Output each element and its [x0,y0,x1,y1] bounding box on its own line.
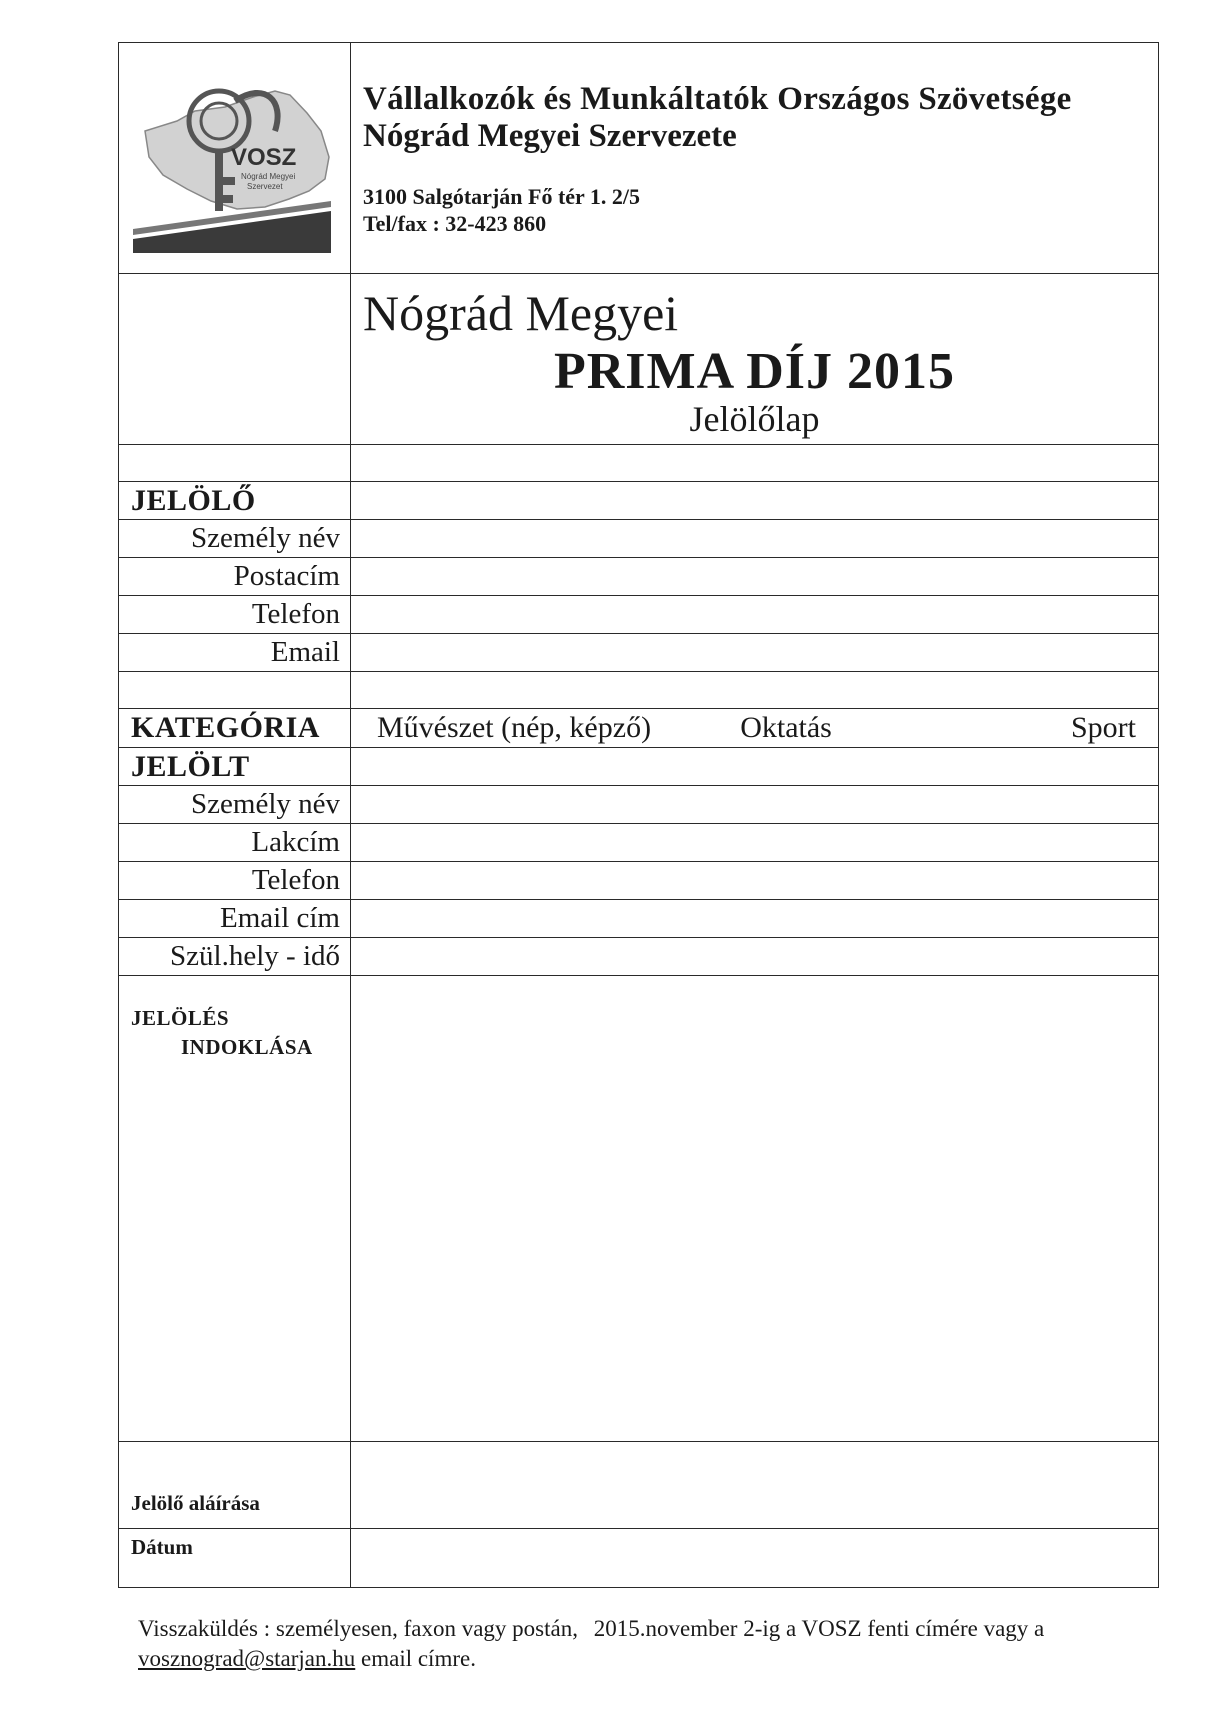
nominator-email-label: Email [119,634,351,672]
nominee-row [119,824,1159,862]
footer-text-1: Visszaküldés : személyesen, faxon vagy postán, [138,1616,578,1641]
nominator-row [119,634,1159,672]
nominee-phone-field[interactable] [351,862,1159,900]
nominator-heading-row [119,482,1159,520]
org-telfax: Tel/fax : 32-423 860 [363,211,547,236]
category-options-cell [351,709,1159,748]
footer-email-link[interactable]: vosznograd@starjan.hu [138,1646,356,1671]
date-label-cell [119,1529,351,1588]
justification-field[interactable] [351,976,1159,1442]
justification-label-line-2: INDOKLÁSA [181,1035,313,1059]
nominator-email-field[interactable] [351,634,1159,672]
nominee-name-label: Személy név [119,786,351,824]
nominator-name-field[interactable] [351,520,1159,558]
title-cell [351,274,1159,445]
nominator-name-label: Személy név [119,520,351,558]
category-row [119,709,1159,748]
signature-field[interactable] [351,1442,1159,1529]
nominee-email-field[interactable] [351,900,1159,938]
logo-cell [119,43,351,274]
date-label: Dátum [131,1535,193,1559]
nominee-row [119,862,1159,900]
org-subname: Nógrád Megyei Szervezete [363,118,737,154]
return-instructions [138,1614,1158,1674]
nominee-address-field[interactable] [351,824,1159,862]
category-option-education[interactable]: Oktatás [740,711,832,744]
date-field[interactable] [351,1529,1159,1588]
vosz-logo [125,61,347,261]
nominee-heading-field[interactable] [351,748,1159,786]
nominee-heading-row [119,748,1159,786]
nominee-birth-field[interactable] [351,938,1159,976]
justification-label-cell [119,976,351,1442]
title-line-1: Nógrád Megyei [363,285,679,341]
signature-label-cell [119,1442,351,1529]
nominator-heading: JELÖLŐ [119,482,351,520]
nominator-phone-label: Telefon [119,596,351,634]
nominee-heading: JELÖLT [119,748,351,786]
org-name: Vállalkozók és Munkáltatók Országos Szövetsége [363,81,1072,117]
date-row [119,1529,1159,1588]
spacer-row [119,672,1159,709]
nominator-row [119,596,1159,634]
spacer-row [119,445,1159,482]
org-header-cell [351,43,1159,274]
nominator-phone-field[interactable] [351,596,1159,634]
signature-row [119,1442,1159,1529]
vosz-logo-icon [125,61,347,261]
nominee-row [119,900,1159,938]
footer-text-3: email címre. [361,1646,476,1671]
nominee-row [119,938,1159,976]
nominator-address-field[interactable] [351,558,1159,596]
svg-text:VOSZ: VOSZ [231,144,297,171]
category-option-sport[interactable]: Sport [1070,711,1136,744]
svg-text:Nógrád Megyei: Nógrád Megyei [241,172,296,181]
org-address: 3100 Salgótarján Fő tér 1. 2/5 [363,184,641,209]
form-table [118,42,1159,1588]
signature-label: Jelölő aláírása [131,1491,260,1515]
nominator-row [119,558,1159,596]
nominee-row [119,786,1159,824]
nominator-row [119,520,1159,558]
footer-text-2: 2015.november 2-ig a VOSZ fenti címére vagy a [593,1616,1045,1641]
title-line-2: PRIMA DÍJ 2015 [553,343,956,400]
title-left-cell [119,274,351,445]
nominator-address-label: Postacím [119,558,351,596]
nominator-heading-field[interactable] [351,482,1159,520]
svg-text:Szervezet: Szervezet [247,182,283,191]
nominee-phone-label: Telefon [119,862,351,900]
category-heading: KATEGÓRIA [119,709,351,748]
justification-label-line-1: JELÖLÉS [131,1006,230,1030]
nominee-birth-label: Szül.hely - idő [119,938,351,976]
nominee-address-label: Lakcím [119,824,351,862]
nominee-email-label: Email cím [119,900,351,938]
justification-row [119,976,1159,1442]
category-option-art[interactable]: Művészet (nép, képző) [377,711,652,744]
nominee-name-field[interactable] [351,786,1159,824]
title-line-3: Jelölőlap [689,399,820,439]
